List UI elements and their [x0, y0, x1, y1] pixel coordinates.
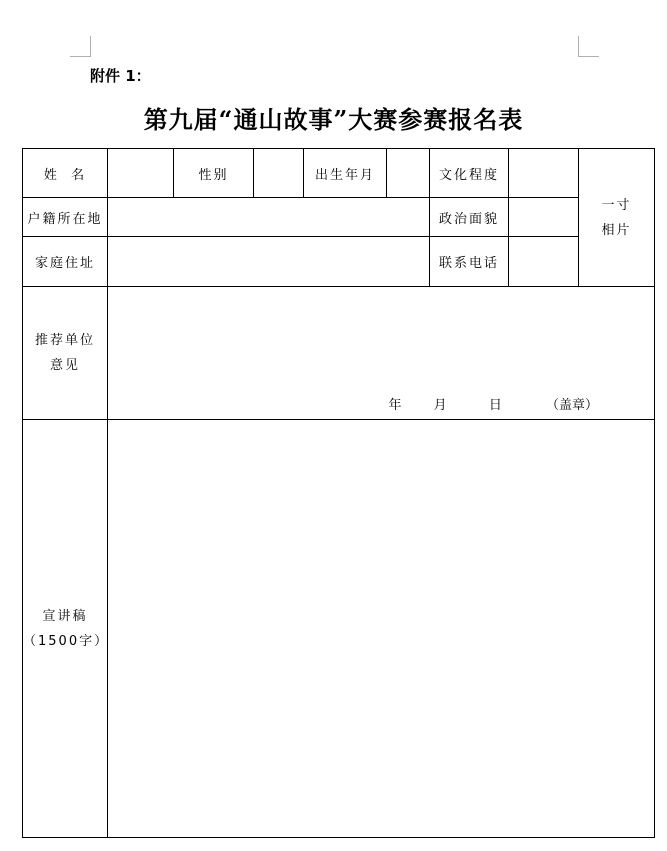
address-label: 家庭住址 [23, 237, 108, 287]
household-field[interactable] [108, 198, 430, 237]
crop-mark-right [578, 36, 599, 57]
speech-label-line1: 宣讲稿 [42, 608, 88, 624]
phone-field[interactable] [509, 237, 579, 287]
speech-label-line2: （1500字） [23, 633, 110, 649]
birth-field[interactable] [387, 149, 430, 198]
attachment-label: 附件 1： [90, 67, 151, 85]
date-month: 月 [433, 398, 447, 413]
recommend-label-line1: 推荐单位 [34, 333, 95, 348]
gender-field[interactable] [254, 149, 304, 198]
photo-cell[interactable] [579, 149, 655, 287]
name-field[interactable] [108, 149, 174, 198]
household-label: 户籍所在地 [23, 198, 108, 237]
crop-mark-left [70, 36, 91, 57]
education-label: 文化程度 [430, 149, 509, 198]
phone-label: 联系电话 [430, 237, 509, 287]
gender-label: 性别 [174, 149, 254, 198]
recommend-label [23, 287, 108, 420]
political-label: 政治面貌 [430, 198, 509, 237]
registration-form-table [22, 148, 655, 838]
speech-field[interactable] [108, 420, 655, 838]
education-field[interactable] [509, 149, 579, 198]
speech-label [23, 420, 108, 838]
recommend-opinion-field[interactable] [108, 287, 655, 420]
photo-label-line2: 相片 [601, 222, 632, 238]
date-year: 年 [388, 398, 402, 413]
seal-label: （盖章） [545, 398, 598, 413]
recommend-label-line2: 意见 [49, 358, 80, 373]
photo-label-line1: 一寸 [601, 197, 632, 213]
date-seal-line [389, 394, 598, 413]
address-field[interactable] [108, 237, 430, 287]
name-label: 姓 名 [23, 149, 108, 198]
political-field[interactable] [509, 198, 579, 237]
form-title: 第九届“通山故事”大赛参赛报名表 [143, 105, 524, 134]
date-day: 日 [488, 398, 502, 413]
birth-label: 出生年月 [304, 149, 387, 198]
